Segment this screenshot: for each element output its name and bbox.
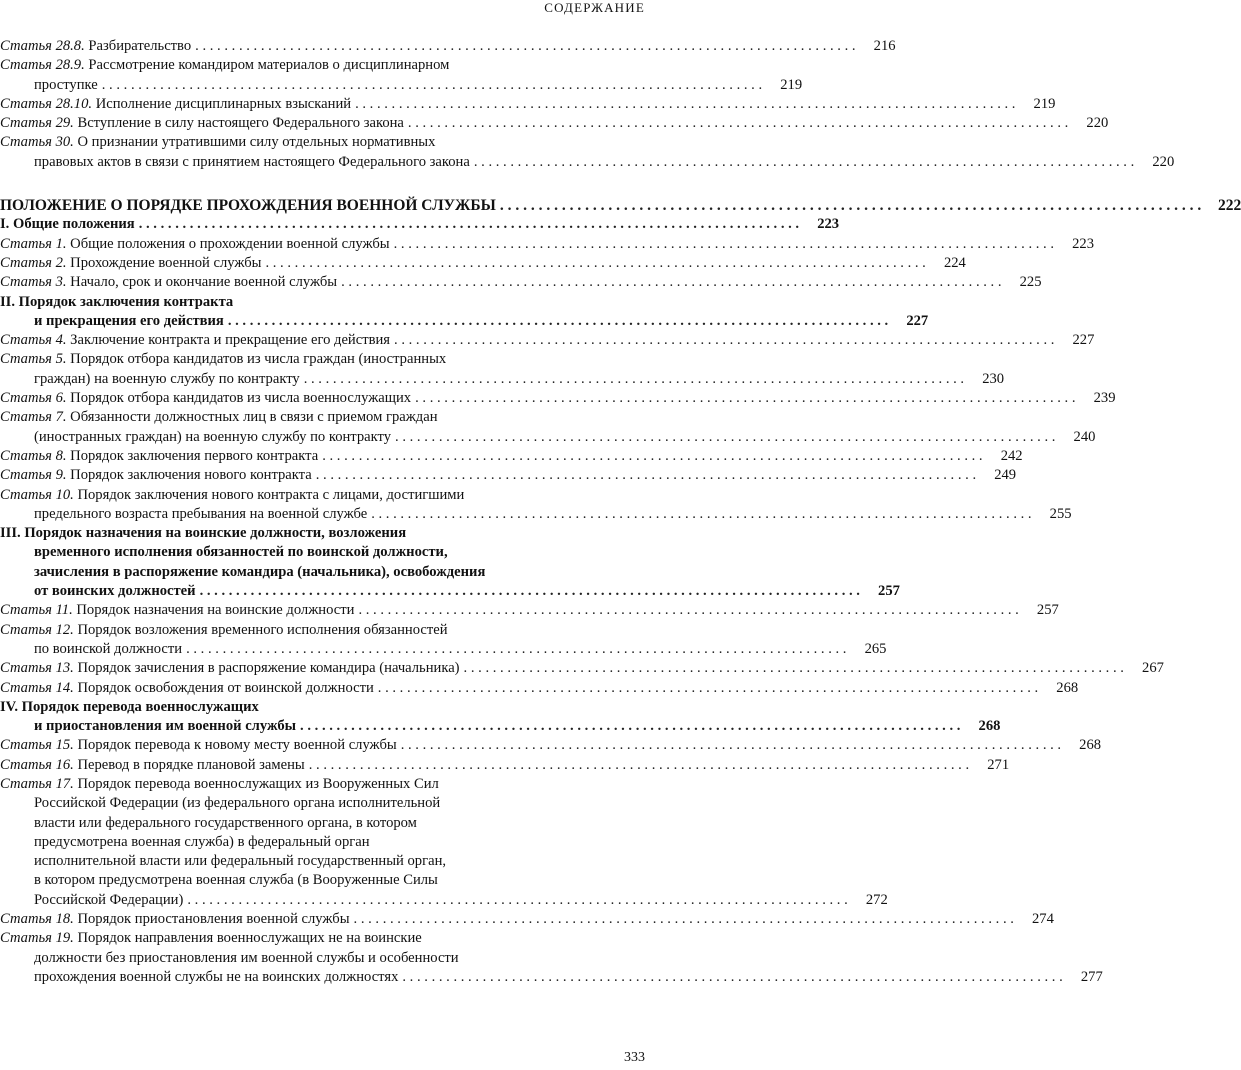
toc-line-text bbox=[0, 447, 318, 466]
article-title: Порядок направления военнослужащих не на воинские bbox=[77, 930, 422, 947]
toc-line-text bbox=[0, 331, 390, 350]
toc-article-entry[interactable] bbox=[0, 114, 1109, 133]
article-title: Порядок назначения на воинские должности bbox=[76, 602, 355, 619]
toc-line-text bbox=[34, 76, 98, 95]
article-label: Статья 13. bbox=[0, 660, 74, 677]
toc-page-number: 223 bbox=[817, 216, 840, 233]
toc-line bbox=[0, 756, 1010, 775]
toc-line-text bbox=[0, 350, 446, 369]
article-label: Статья 3. bbox=[0, 274, 67, 291]
article-title: Исполнение дисциплинарных взысканий bbox=[95, 95, 352, 112]
toc-line-text bbox=[0, 756, 305, 775]
article-label: Статья 9. bbox=[0, 467, 67, 484]
toc-article-entry[interactable] bbox=[0, 601, 1059, 620]
toc-line-text bbox=[34, 814, 417, 833]
toc-line bbox=[0, 543, 645, 562]
toc-page-number: 274 bbox=[1032, 911, 1054, 928]
toc-page-number: 272 bbox=[865, 891, 888, 908]
dot-leader bbox=[460, 659, 1124, 678]
toc-page-number: 227 bbox=[906, 312, 929, 329]
toc-line-text bbox=[0, 601, 354, 620]
article-title: и прекращения его действия bbox=[34, 312, 224, 329]
toc-line-text bbox=[34, 852, 446, 871]
toc-line bbox=[0, 563, 645, 582]
dot-leader bbox=[350, 910, 1014, 929]
article-label: Статья 5. bbox=[0, 351, 67, 368]
article-label: Статья 4. bbox=[0, 332, 67, 349]
dot-leader bbox=[296, 717, 960, 736]
toc-article-entry[interactable] bbox=[0, 56, 803, 95]
toc-line-text bbox=[34, 871, 438, 890]
toc-line bbox=[0, 196, 1241, 215]
article-title: Порядок заключения нового контракта с лицами, достигшими bbox=[77, 486, 465, 503]
toc-page-number: 223 bbox=[1072, 235, 1094, 252]
dot-leader bbox=[391, 428, 1055, 447]
article-label: Статья 30. bbox=[0, 134, 74, 151]
dot-leader bbox=[404, 114, 1068, 133]
toc-line bbox=[0, 717, 1001, 736]
toc-article-entry[interactable] bbox=[0, 235, 1094, 254]
dot-leader bbox=[367, 505, 1031, 524]
toc-page-number: 216 bbox=[873, 38, 896, 54]
toc-line bbox=[0, 814, 645, 833]
article-title: Российской Федерации) bbox=[34, 891, 184, 908]
toc-page-number: 277 bbox=[1080, 968, 1103, 985]
toc-line-text bbox=[34, 582, 196, 601]
toc-line-text bbox=[34, 312, 224, 331]
toc-article-entry[interactable] bbox=[0, 254, 966, 273]
toc-line bbox=[0, 428, 1096, 447]
article-title: II. Порядок заключения контракта bbox=[0, 293, 234, 310]
toc-line-text bbox=[34, 563, 485, 582]
dot-leader bbox=[261, 254, 925, 273]
toc-line bbox=[0, 505, 1072, 524]
article-label: Статья 29. bbox=[0, 115, 74, 132]
article-title: Порядок освобождения от воинской должности bbox=[77, 679, 374, 696]
toc-line-text bbox=[34, 428, 391, 447]
toc-line bbox=[0, 114, 1109, 133]
toc-line-text bbox=[34, 505, 367, 524]
toc-line-text bbox=[0, 621, 448, 640]
toc-line-text bbox=[0, 254, 261, 273]
toc-page-number: 267 bbox=[1142, 660, 1164, 677]
article-title: Порядок заключения первого контракта bbox=[70, 447, 319, 464]
article-title: зачисления в распоряжение командира (начальника), освобождения bbox=[34, 563, 486, 580]
toc-line-text bbox=[0, 698, 259, 717]
dot-leader bbox=[183, 891, 847, 910]
article-label: Статья 28.8. bbox=[0, 38, 85, 54]
toc-page-number: 249 bbox=[994, 467, 1017, 484]
toc-line bbox=[0, 852, 645, 871]
toc-article-entry[interactable] bbox=[0, 331, 1095, 350]
article-title: О признании утратившими силу отдельных нормативных bbox=[77, 134, 436, 151]
toc-line bbox=[0, 736, 1102, 755]
section-gap bbox=[0, 172, 645, 196]
article-label: Статья 15. bbox=[0, 737, 74, 754]
dot-leader bbox=[411, 389, 1075, 408]
article-title: исполнительной власти или федеральный государственный орган, bbox=[34, 853, 447, 870]
article-label: Статья 19. bbox=[0, 930, 74, 947]
article-title: проступке bbox=[34, 76, 98, 93]
toc-line bbox=[0, 466, 1017, 485]
toc-line-text bbox=[0, 929, 422, 948]
article-title: предусмотрена военная служба) в федеральный орган bbox=[34, 833, 370, 850]
toc-line-text bbox=[0, 524, 406, 543]
toc-line bbox=[0, 582, 900, 601]
toc-section-heading[interactable] bbox=[0, 293, 929, 332]
article-title: правовых актов в связи с принятием настоящего Федерального закона bbox=[34, 153, 470, 170]
article-label: Статья 10. bbox=[0, 486, 74, 503]
article-title: ПОЛОЖЕНИЕ О ПОРЯДКЕ ПРОХОЖДЕНИЯ ВОЕННОЙ СЛУЖБЫ bbox=[0, 197, 496, 215]
article-title: Порядок зачисления в распоряжение командира (начальника) bbox=[77, 660, 460, 677]
article-title: от воинских должностей bbox=[34, 583, 196, 600]
toc-article-entry[interactable] bbox=[0, 95, 1056, 114]
toc-page-number: 230 bbox=[982, 370, 1005, 387]
toc-section-heading[interactable] bbox=[0, 698, 1001, 737]
article-title: в котором предусмотрена военная служба (в Вооруженные Силы bbox=[34, 872, 438, 889]
toc-line bbox=[0, 389, 1116, 408]
dot-leader bbox=[351, 95, 1015, 114]
article-label: Статья 28.9. bbox=[0, 57, 85, 74]
toc-line bbox=[0, 312, 929, 331]
article-title: Порядок заключения нового контракта bbox=[70, 467, 312, 484]
toc-page-number: 227 bbox=[1072, 332, 1095, 349]
article-title: Порядок отбора кандидатов из числа граждан (иностранных bbox=[70, 351, 447, 368]
dot-leader bbox=[390, 235, 1054, 254]
article-title: Начало, срок и окончание военной службы bbox=[70, 274, 338, 291]
toc-page-number: 255 bbox=[1049, 505, 1072, 522]
toc-line-text bbox=[34, 968, 398, 987]
article-label: Статья 28.10. bbox=[0, 95, 93, 112]
toc-line bbox=[0, 679, 1079, 698]
toc-line-text bbox=[0, 293, 233, 312]
toc-article-entry[interactable] bbox=[0, 659, 1164, 678]
toc-line-text bbox=[0, 910, 350, 929]
toc-line bbox=[0, 833, 645, 852]
article-title: Обязанности должностных лиц в связи с приемом граждан bbox=[70, 409, 438, 426]
toc-line bbox=[0, 968, 1103, 987]
toc-line bbox=[0, 524, 645, 543]
toc-page-number: 220 bbox=[1086, 115, 1109, 132]
dot-leader bbox=[374, 679, 1038, 698]
article-title: Порядок перевода к новому месту военной службы bbox=[77, 737, 397, 754]
toc-line bbox=[0, 910, 1054, 929]
dot-leader bbox=[135, 215, 799, 234]
toc-line-text bbox=[0, 114, 404, 133]
article-title: I. Общие положения bbox=[0, 216, 135, 233]
toc-line bbox=[0, 95, 1056, 114]
article-label: Статья 18. bbox=[0, 911, 74, 928]
article-title: Порядок возложения временного исполнения обязанностей bbox=[77, 621, 448, 638]
article-title: Разбирательство bbox=[88, 38, 192, 54]
toc-line-text bbox=[0, 736, 397, 755]
article-title: III. Порядок назначения на воинские должности, возложения bbox=[0, 525, 407, 542]
article-title: Общие положения о прохождении военной службы bbox=[70, 235, 390, 252]
toc-page-number: 268 bbox=[1079, 737, 1102, 754]
toc-page-number: 219 bbox=[1033, 95, 1056, 112]
dot-leader bbox=[312, 466, 976, 485]
dot-leader bbox=[390, 331, 1054, 350]
article-label: Статья 2. bbox=[0, 254, 67, 271]
toc-line-text bbox=[34, 153, 470, 172]
article-title: Порядок перевода военнослужащих из Вооруженных Сил bbox=[77, 775, 439, 792]
toc-line-text bbox=[0, 273, 337, 292]
toc-article-entry[interactable] bbox=[0, 910, 1054, 929]
toc-line bbox=[0, 408, 645, 427]
dot-leader bbox=[496, 196, 1201, 215]
article-title: Заключение контракта и прекращение его действия bbox=[70, 332, 391, 349]
toc-line-text bbox=[34, 833, 370, 852]
article-title: Порядок приостановления военной службы bbox=[77, 911, 350, 928]
article-title: Вступление в силу настоящего Федерального закона bbox=[77, 115, 404, 132]
dot-leader bbox=[196, 582, 860, 601]
article-label: Статья 12. bbox=[0, 621, 74, 638]
toc-part-heading[interactable] bbox=[0, 196, 1241, 215]
toc-line-text bbox=[0, 95, 351, 114]
dot-leader bbox=[470, 153, 1134, 172]
article-title: Российской Федерации (из федерального органа исполнительной bbox=[34, 795, 441, 812]
toc-page-number: 240 bbox=[1073, 428, 1096, 445]
toc-page-number: 257 bbox=[1036, 602, 1059, 619]
dot-leader bbox=[182, 640, 846, 659]
toc-line-text bbox=[0, 389, 411, 408]
toc-line bbox=[0, 37, 896, 56]
toc-line-text bbox=[0, 215, 135, 234]
toc-page-number: 271 bbox=[987, 756, 1010, 773]
toc-line-text bbox=[0, 775, 439, 794]
dot-leader bbox=[337, 273, 1001, 292]
toc-line-text bbox=[34, 794, 440, 813]
table-of-contents bbox=[0, 37, 1241, 987]
toc-line-text bbox=[34, 717, 296, 736]
article-label: Статья 14. bbox=[0, 679, 74, 696]
toc-line-text bbox=[0, 408, 438, 427]
toc-line-text bbox=[34, 543, 448, 562]
toc-page-number: 242 bbox=[1000, 447, 1023, 464]
toc-line bbox=[0, 273, 1042, 292]
article-title: власти или федерального государственного органа, в котором bbox=[34, 814, 417, 831]
dot-leader bbox=[318, 447, 982, 466]
toc-line bbox=[0, 775, 645, 794]
running-header: СОДЕРЖАНИЕ bbox=[544, 0, 645, 15]
toc-article-entry[interactable] bbox=[0, 621, 887, 660]
toc-article-entry[interactable] bbox=[0, 756, 1010, 775]
toc-line bbox=[0, 698, 645, 717]
toc-article-entry[interactable] bbox=[0, 775, 888, 910]
toc-line bbox=[0, 929, 645, 948]
dot-leader bbox=[354, 601, 1018, 620]
toc-article-entry[interactable] bbox=[0, 486, 1072, 525]
page-number: 333 bbox=[624, 1050, 645, 1065]
toc-article-entry[interactable] bbox=[0, 37, 896, 56]
toc-line bbox=[0, 215, 840, 234]
toc-page-number: 219 bbox=[780, 76, 803, 93]
toc-line bbox=[0, 640, 887, 659]
toc-article-entry[interactable] bbox=[0, 133, 1175, 172]
toc-line-text bbox=[0, 133, 435, 152]
dot-leader bbox=[300, 370, 964, 389]
article-title: прохождения военной службы не на воинских должностях bbox=[34, 968, 399, 985]
toc-line bbox=[0, 601, 1059, 620]
toc-line-text bbox=[0, 196, 496, 215]
toc-line bbox=[0, 293, 645, 312]
toc-article-entry[interactable] bbox=[0, 447, 1023, 466]
toc-page-number: 239 bbox=[1093, 390, 1116, 407]
toc-line bbox=[0, 659, 1164, 678]
toc-line-text bbox=[0, 235, 390, 254]
toc-article-entry[interactable] bbox=[0, 466, 1017, 485]
toc-article-entry[interactable] bbox=[0, 273, 1042, 292]
toc-line-text bbox=[34, 949, 459, 968]
toc-line bbox=[0, 133, 645, 152]
toc-line-text bbox=[0, 659, 460, 678]
toc-section-heading[interactable] bbox=[0, 524, 900, 601]
dot-leader bbox=[398, 968, 1062, 987]
article-label: Статья 17. bbox=[0, 775, 74, 792]
toc-line-text bbox=[34, 370, 300, 389]
toc-line bbox=[0, 949, 645, 968]
toc-page-number: 257 bbox=[878, 583, 900, 600]
article-title: (иностранных граждан) на военную службу по контракту bbox=[34, 428, 392, 445]
toc-article-entry[interactable] bbox=[0, 389, 1116, 408]
toc-line bbox=[0, 76, 803, 95]
toc-line bbox=[0, 153, 1175, 172]
toc-section-heading[interactable] bbox=[0, 215, 840, 234]
toc-line-text bbox=[0, 56, 449, 75]
toc-page-number: 220 bbox=[1152, 153, 1175, 170]
article-title: должности без приостановления им военной службы и особенности bbox=[34, 949, 459, 966]
toc-line-text bbox=[0, 37, 191, 56]
article-label: Статья 16. bbox=[0, 756, 74, 773]
article-title: предельного возраста пребывания на военной службе bbox=[34, 505, 368, 522]
toc-line-text bbox=[0, 466, 312, 485]
toc-line bbox=[0, 891, 888, 910]
toc-line bbox=[0, 254, 966, 273]
toc-line bbox=[0, 350, 645, 369]
dot-leader bbox=[224, 312, 888, 331]
article-label: Статья 6. bbox=[0, 390, 67, 407]
article-title: Рассмотрение командиром материалов о дисциплинарном bbox=[88, 57, 450, 74]
toc-line bbox=[0, 871, 645, 890]
dot-leader bbox=[98, 76, 762, 95]
toc-line-text bbox=[0, 679, 374, 698]
article-title: IV. Порядок перевода военнослужащих bbox=[0, 698, 259, 715]
dot-leader bbox=[397, 736, 1061, 755]
article-label: Статья 11. bbox=[0, 602, 73, 619]
toc-article-entry[interactable] bbox=[0, 679, 1079, 698]
toc-line bbox=[0, 235, 1094, 254]
article-title: и приостановления им военной службы bbox=[34, 718, 297, 735]
toc-article-entry[interactable] bbox=[0, 736, 1102, 755]
toc-line bbox=[0, 370, 1005, 389]
article-title: Прохождение военной службы bbox=[70, 254, 262, 271]
article-title: граждан) на военную службу по контракту bbox=[34, 370, 300, 387]
toc-line bbox=[0, 621, 645, 640]
dot-leader bbox=[191, 37, 855, 56]
toc-page-number: 268 bbox=[1056, 679, 1079, 696]
article-title: временного исполнения обязанностей по воинской должности, bbox=[34, 544, 448, 561]
article-title: по воинской должности bbox=[34, 640, 183, 657]
toc-page-number: 224 bbox=[943, 254, 966, 271]
toc-line bbox=[0, 447, 1023, 466]
toc-article-entry[interactable] bbox=[0, 408, 1096, 447]
toc-line-text bbox=[0, 486, 464, 505]
article-title: Перевод в порядке плановой замены bbox=[77, 756, 305, 773]
toc-line bbox=[0, 486, 645, 505]
article-label: Статья 1. bbox=[0, 235, 67, 252]
toc-line bbox=[0, 56, 645, 75]
toc-page-number: 265 bbox=[864, 640, 887, 657]
article-title: Порядок отбора кандидатов из числа военнослужащих bbox=[70, 390, 412, 407]
article-label: Статья 8. bbox=[0, 447, 67, 464]
dot-leader bbox=[305, 756, 969, 775]
toc-line-text bbox=[34, 640, 182, 659]
toc-line-text bbox=[34, 891, 183, 910]
toc-line bbox=[0, 794, 645, 813]
toc-article-entry[interactable] bbox=[0, 929, 1103, 987]
toc-article-entry[interactable] bbox=[0, 350, 1005, 389]
toc-page-number: 225 bbox=[1019, 274, 1042, 291]
article-label: Статья 7. bbox=[0, 409, 67, 426]
toc-page-number: 222 bbox=[1217, 197, 1241, 215]
toc-page-number: 268 bbox=[978, 718, 1001, 735]
toc-line bbox=[0, 331, 1095, 350]
